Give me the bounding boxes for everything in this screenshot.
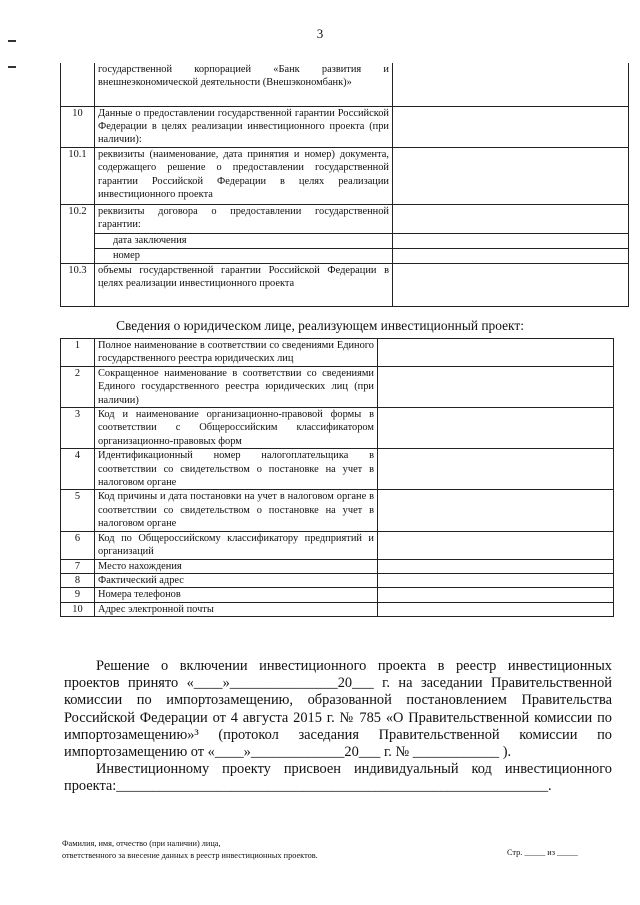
row-number: 10.1: [61, 147, 95, 204]
row-number: 10: [61, 602, 95, 616]
table-row: [61, 366, 614, 407]
row-label: дата заключения: [95, 233, 393, 248]
project-code-paragraph: Инвестиционному проекту присвоен индивидуальный код инвестиционного проекта:____________________________________________________________.: [64, 761, 612, 795]
table-row: [61, 449, 614, 490]
value-field[interactable]: [393, 233, 629, 248]
row-label: Данные о предоставлении государственной гарантии Российской Федерации в целях реализации инвестиционного проекта (при наличии):: [95, 106, 393, 147]
table-row: [61, 339, 614, 367]
table-row: [61, 248, 629, 263]
value-field[interactable]: [393, 248, 629, 263]
value-field[interactable]: [378, 449, 614, 490]
table-row: [61, 63, 629, 106]
table-row: [61, 490, 614, 531]
value-field[interactable]: [378, 339, 614, 367]
table-row: [61, 559, 614, 573]
row-label: реквизиты договора о предоставлении государственной гарантии:: [95, 204, 393, 233]
row-number: 3: [61, 408, 95, 449]
table-row: [61, 408, 614, 449]
footnote-line: ответственного за внесение данных в реестр инвестиционных проектов.: [62, 851, 318, 860]
row-number: 9: [61, 588, 95, 602]
value-field[interactable]: [378, 408, 614, 449]
table-row: [61, 204, 629, 233]
row-label: номер: [95, 248, 393, 263]
row-number: 2: [61, 366, 95, 407]
row-number: 6: [61, 531, 95, 559]
table-row: [61, 263, 629, 306]
row-number: [61, 248, 95, 263]
row-label: Адрес электронной почты: [95, 602, 378, 616]
row-number: 8: [61, 573, 95, 587]
investment-project-table: [60, 63, 629, 307]
row-number: 4: [61, 449, 95, 490]
value-field[interactable]: [378, 531, 614, 559]
table-row: [61, 602, 614, 616]
table-row: [61, 531, 614, 559]
decision-text: [64, 658, 612, 796]
row-label: Код причины и дата постановки на учет в налоговом органе в соответствии со свидетельством о постановке на учет в налоговом органе: [95, 490, 378, 531]
legal-entity-table: [60, 338, 614, 617]
row-label: реквизиты (наименование, дата принятия и номер) документа, содержащего решение о предоставлении государственной гарантии Российской Федерации в целях реализации инвестиционного проекта: [95, 147, 393, 204]
table-row: [61, 147, 629, 204]
table-row: [61, 233, 629, 248]
row-number: 10: [61, 106, 95, 147]
value-field[interactable]: [393, 204, 629, 233]
decision-paragraph: Решение о включении инвестиционного проекта в реестр инвестиционных проектов принято «____»_______________20___ г. на заседании Правительственной комиссии по импортозамещению, образованной постановлением Правительства Российской Федерации от 4 августа 2015 г. № 785 «О Правительственной комиссии по импортозамещению»³ (протокол заседания Правительственной комиссии по импортозамещению от «____»_____________20___ г. № ____________ ).: [64, 658, 612, 761]
row-number: [61, 63, 95, 106]
section-heading: Сведения о юридическом лице, реализующем инвестиционный проект:: [116, 318, 524, 333]
value-field[interactable]: [393, 106, 629, 147]
row-number: 1: [61, 339, 95, 367]
value-field[interactable]: [393, 263, 629, 306]
scan-mark-bottom: [8, 66, 16, 68]
row-number: 10.3: [61, 263, 95, 306]
value-field[interactable]: [378, 366, 614, 407]
value-field[interactable]: [378, 490, 614, 531]
value-field[interactable]: [378, 602, 614, 616]
value-field[interactable]: [378, 559, 614, 573]
row-label: Код по Общероссийскому классификатору предприятий и организаций: [95, 531, 378, 559]
footnote: [62, 838, 318, 862]
row-label: государственной корпорацией «Банк развития и внешнеэкономической деятельности (Внешэкономбанк)»: [95, 63, 393, 106]
row-label: Фактический адрес: [95, 573, 378, 587]
row-number: 7: [61, 559, 95, 573]
row-label: Код и наименование организационно-правовой формы в соответствии с Общероссийским классификатором организационно-правовых форм: [95, 408, 378, 449]
table-row: [61, 573, 614, 587]
row-number: 10.2: [61, 204, 95, 233]
row-label: Полное наименование в соответствии со сведениями Единого государственного реестра юридических лиц: [95, 339, 378, 367]
value-field[interactable]: [378, 588, 614, 602]
scan-mark-top: [8, 40, 16, 42]
value-field[interactable]: [393, 63, 629, 106]
row-label: Сокращенное наименование в соответствии со сведениями Единого государственного реестра юридических лиц (при наличии): [95, 366, 378, 407]
table-row: [61, 106, 629, 147]
row-number: [61, 233, 95, 248]
value-field[interactable]: [393, 147, 629, 204]
row-label: Место нахождения: [95, 559, 378, 573]
row-number: 5: [61, 490, 95, 531]
row-label: Номера телефонов: [95, 588, 378, 602]
table-row: [61, 588, 614, 602]
row-label: Идентификационный номер налогоплательщика в соответствии со свидетельством о постановке на учет в налоговом органе: [95, 449, 378, 490]
page-count: Стр. _____ из _____: [507, 848, 578, 857]
value-field[interactable]: [378, 573, 614, 587]
page-number: 3: [316, 26, 324, 41]
footnote-line: Фамилия, имя, отчество (при наличии) лица,: [62, 839, 221, 848]
row-label: объемы государственной гарантии Российской Федерации в целях реализации инвестиционного проекта: [95, 263, 393, 306]
